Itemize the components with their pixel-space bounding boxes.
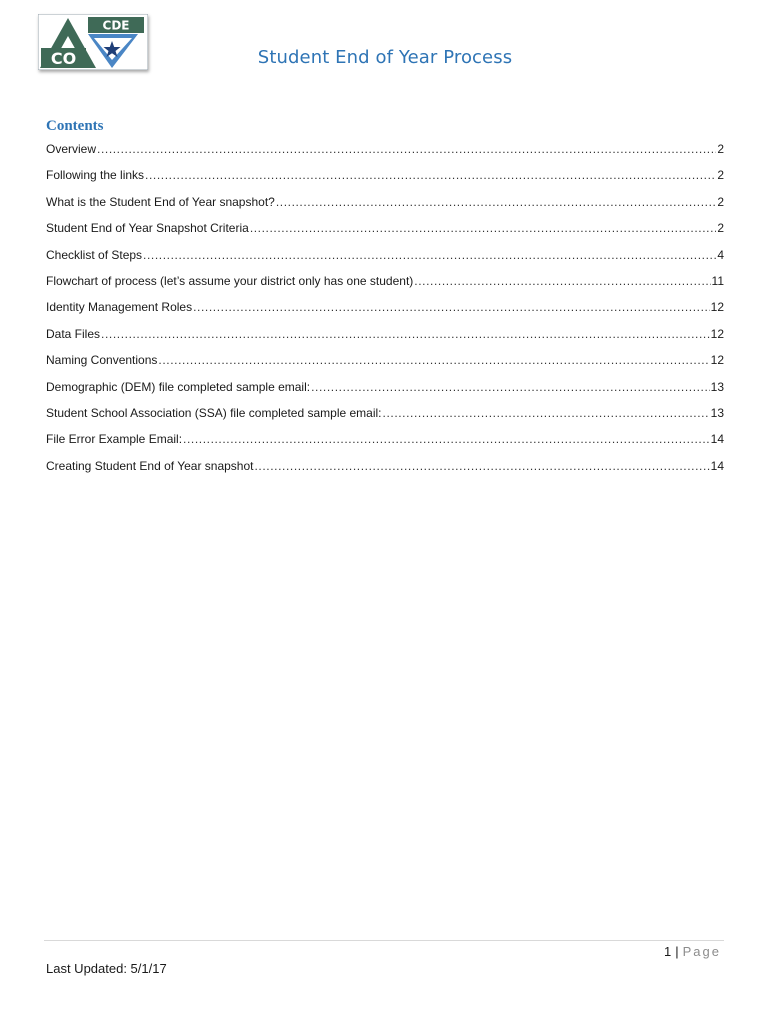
toc-entry[interactable]	[46, 218, 724, 244]
toc-entry-title: File Error Example Email:	[46, 432, 183, 447]
toc-entry-page: 14	[710, 432, 724, 447]
toc-dot-leader	[143, 245, 716, 265]
toc-entry-page: 12	[710, 300, 724, 315]
last-updated: Last Updated: 5/1/17	[46, 961, 167, 976]
toc-entry-page: 2	[717, 221, 724, 236]
toc-entry[interactable]	[46, 350, 724, 376]
toc-dot-leader	[250, 218, 717, 238]
toc-entry[interactable]	[46, 192, 724, 218]
toc-dot-leader	[101, 324, 710, 344]
toc-entry-page: 12	[710, 353, 724, 368]
page-label: Page	[682, 944, 721, 959]
toc-entry-title: Flowchart of process (let’s assume your district only has one student)	[46, 273, 414, 288]
toc-dot-leader	[145, 165, 716, 185]
toc-entry[interactable]	[46, 139, 724, 165]
toc-dot-leader	[255, 456, 710, 476]
toc-entry-page: 2	[717, 168, 724, 183]
logo-co-text: CO	[50, 49, 77, 68]
toc-dot-leader	[311, 377, 710, 397]
page-indicator	[664, 944, 721, 959]
toc-entry-title: Naming Conventions	[46, 353, 158, 368]
toc-dot-leader	[158, 350, 709, 370]
toc-entry[interactable]	[46, 271, 724, 297]
document-title: Student End of Year Process	[257, 47, 513, 68]
toc-entry-page: 11	[711, 273, 724, 288]
footer-divider	[44, 940, 724, 941]
toc-entry-title: Demographic (DEM) file completed sample email:	[46, 379, 311, 394]
toc-entry[interactable]	[46, 297, 724, 323]
toc-entry[interactable]	[46, 324, 724, 350]
toc-entry-page: 13	[710, 405, 724, 420]
toc-entry-page: 12	[710, 326, 724, 341]
toc-dot-leader	[276, 192, 716, 212]
toc-dot-leader	[183, 429, 710, 449]
toc-entry-title: Following the links	[46, 168, 145, 183]
toc-entry-title: Data Files	[46, 326, 101, 341]
toc-entry-title: Identity Management Roles	[46, 300, 193, 315]
table-of-contents	[46, 139, 724, 482]
toc-entry[interactable]	[46, 429, 724, 455]
toc-entry-page: 2	[717, 194, 724, 209]
toc-entry-title: Overview	[46, 142, 97, 156]
toc-dot-leader	[414, 271, 710, 291]
toc-entry-page: 14	[710, 458, 724, 473]
toc-entry-title: Checklist of Steps	[46, 247, 143, 262]
toc-entry[interactable]	[46, 165, 724, 191]
logo-cde-text: CDE	[102, 18, 130, 33]
contents-heading: Contents	[46, 118, 104, 134]
toc-dot-leader	[97, 139, 716, 159]
toc-entry-title: What is the Student End of Year snapshot?	[46, 194, 275, 209]
toc-entry[interactable]	[46, 377, 724, 403]
page-separator: |	[675, 944, 679, 959]
page-number: 1	[664, 944, 672, 959]
toc-dot-leader	[193, 297, 710, 317]
toc-entry[interactable]	[46, 245, 724, 271]
toc-entry-page: 2	[717, 142, 724, 156]
toc-entry-title: Creating Student End of Year snapshot	[46, 458, 254, 473]
toc-entry[interactable]	[46, 456, 724, 482]
toc-entry[interactable]	[46, 403, 724, 429]
toc-entry-title: Student End of Year Snapshot Criteria	[46, 221, 249, 236]
toc-dot-leader	[383, 403, 710, 423]
toc-entry-page: 13	[710, 379, 724, 394]
toc-entry-page: 4	[717, 247, 724, 262]
toc-entry-title: Student School Association (SSA) file completed sample email:	[46, 405, 382, 420]
